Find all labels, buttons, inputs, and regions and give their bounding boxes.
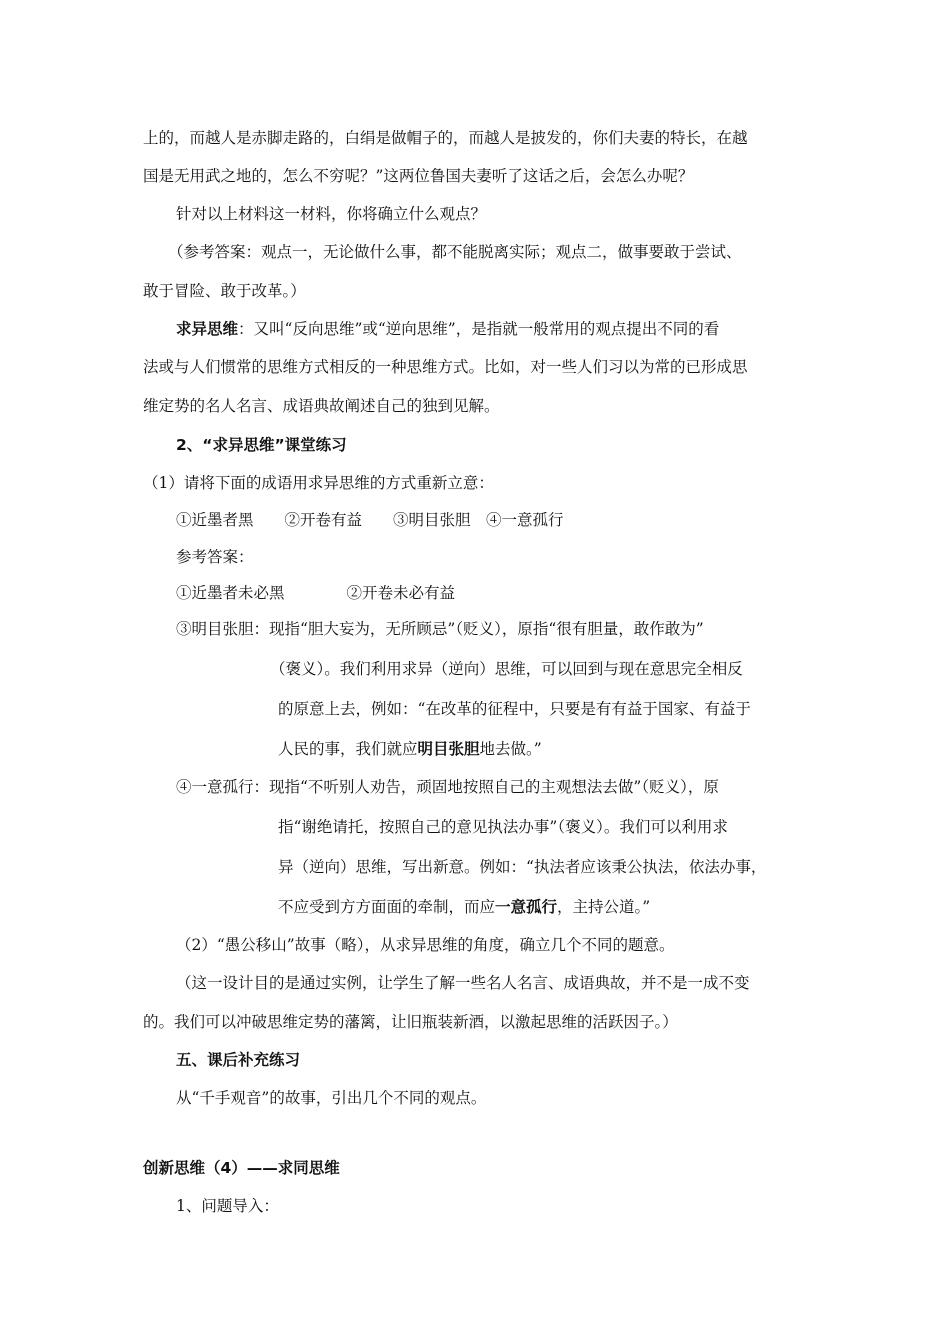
definition-text: ：又叫“反向思维”或“逆向思维”，是指就一般常用的观点提出不同的看 <box>238 320 720 338</box>
paragraph-line: 1、问题导入： <box>176 1197 279 1215</box>
answer-item-cont: 指“谢绝请托，按照自己的意见执法办事”（褒义）。我们可以利用求 <box>278 818 728 836</box>
paragraph-line: 法或与人们惯常的思维方式相反的一种思维方式。比如，对一些人们习以为常的已形成思 <box>143 358 748 376</box>
text-segment: 不应受到方方面面的牵制，而应 <box>278 898 496 916</box>
paragraph-line: 上的，而越人是赤脚走路的，白绢是做帽子的，而越人是披发的，你们夫妻的特长，在越 <box>143 129 748 147</box>
answer-item-cont: （褒义）。我们利用求异（逆向）思维，可以回到与现在意思完全相反 <box>270 660 743 678</box>
note-line: （这一设计目的是通过实例，让学生了解一些名人名言、成语典故，并不是一成不变 <box>176 974 750 992</box>
emphasis-yiyi-guxing: 一意孤行 <box>495 897 558 916</box>
paragraph-line: 维定势的名人名言、成语典故阐述自己的独到见解。 <box>143 397 500 415</box>
emphasis-mingmu-zhangdan: 明目张胆 <box>417 739 480 758</box>
answer-label: 参考答案： <box>176 548 254 566</box>
exercise-line: （1）请将下面的成语用求异思维的方式重新立意： <box>143 474 494 492</box>
text-segment: 人民的事，我们就应 <box>278 740 418 758</box>
answer-line: ①近墨者未必黑 ②开卷未必有益 <box>176 584 456 602</box>
answer-item-cont: 异（逆向）思维，写出新意。例如：“执法者应该秉公执法，依法办事， <box>278 858 767 876</box>
answer-line: 敢于冒险、敢于改革。） <box>143 282 306 300</box>
answer-item-cont: 的原意上去，例如：“在改革的征程中，只要是有有益于国家、有益于 <box>278 700 751 718</box>
paragraph-line: 国是无用武之地的，怎么不穷呢？”这两位鲁国夫妻听了这话之后，会怎么办呢？ <box>143 167 694 185</box>
text-segment: ，主持公道。” <box>557 898 651 916</box>
answer-item-cont <box>278 896 650 918</box>
paragraph-line: 从“千手观音”的故事，引出几个不同的观点。 <box>176 1089 487 1107</box>
answer-line: （参考答案：观点一，无论做什么事，都不能脱离实际；观点二，做事要敢于尝试、 <box>168 243 742 261</box>
question-line: 针对以上材料这一材料，你将确立什么观点？ <box>176 205 487 223</box>
answer-item-cont <box>278 738 542 760</box>
term-qiuyi-siwei: 求异思维 <box>176 319 239 338</box>
note-line: 的。我们可以冲破思维定势的藩篱，让旧瓶装新酒，以激起思维的活跃因子。） <box>143 1013 678 1031</box>
chapter-heading: 创新思维（4）——求同思维 <box>143 1159 340 1177</box>
text-segment: 地去做。” <box>479 740 542 758</box>
section-heading: 五、课后补充练习 <box>176 1051 301 1069</box>
idiom-list: ①近墨者黑 ②开卷有益 ③明目张胆 ④一意孤行 <box>176 511 564 529</box>
answer-item: ④一意孤行：现指“不听别人劝告，顽固地按照自己的主观想法去做”（贬义），原 <box>176 778 719 796</box>
definition-line <box>176 318 719 340</box>
answer-item: ③明目张胆：现指“胆大妄为，无所顾忌”（贬义），原指“很有胆量，敢作敢为” <box>176 620 704 638</box>
section-heading: 2、“求异思维”课堂练习 <box>176 436 347 454</box>
exercise-line: （2）“愚公移山”故事（略），从求异思维的角度，确立几个不同的题意。 <box>176 936 675 954</box>
